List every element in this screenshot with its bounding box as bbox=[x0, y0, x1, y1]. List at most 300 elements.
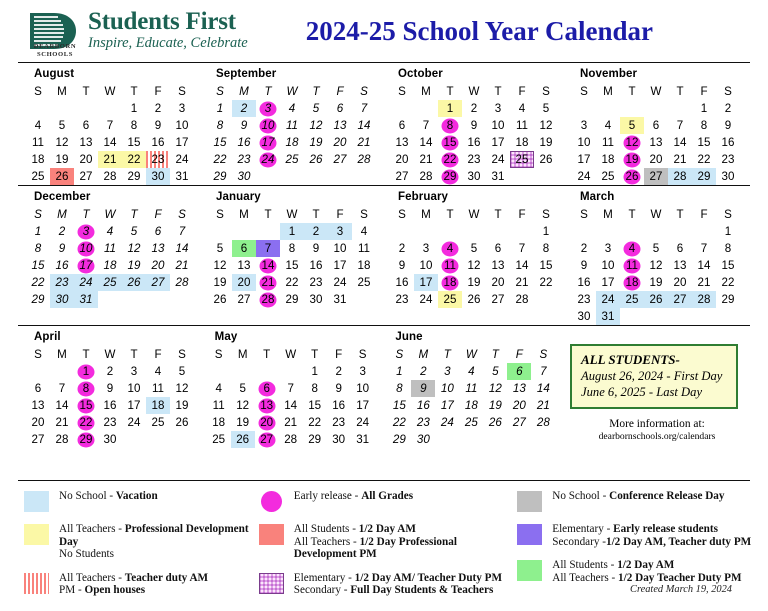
month-title: October bbox=[398, 68, 443, 80]
day-cell bbox=[98, 380, 122, 397]
weekday-label: T bbox=[130, 347, 138, 361]
day-number: 7 bbox=[287, 382, 294, 395]
day-number: 9 bbox=[240, 119, 248, 132]
day-number: 25 bbox=[285, 153, 299, 166]
day-cell bbox=[692, 100, 716, 117]
day-number: 8 bbox=[130, 119, 138, 132]
day-number: 25 bbox=[357, 276, 371, 289]
day-cell bbox=[280, 151, 304, 168]
day-cell bbox=[207, 380, 231, 397]
day-number: 30 bbox=[151, 170, 165, 183]
week-row bbox=[26, 380, 194, 397]
day-number: 30 bbox=[577, 310, 591, 323]
day-number: 2 bbox=[580, 242, 588, 255]
week-row bbox=[387, 414, 555, 431]
day-cell bbox=[462, 291, 486, 308]
day-number: 8 bbox=[724, 242, 732, 255]
day-number: 30 bbox=[103, 433, 117, 446]
day-cell bbox=[572, 291, 596, 308]
day-number: 8 bbox=[216, 119, 224, 132]
day-number: 5 bbox=[130, 225, 138, 238]
day-number: 13 bbox=[260, 399, 274, 412]
day-number: 10 bbox=[601, 259, 615, 272]
day-number: 17 bbox=[491, 136, 505, 149]
day-cell bbox=[390, 274, 414, 291]
day-number: 25 bbox=[103, 276, 117, 289]
day-number: 14 bbox=[55, 399, 69, 412]
week-row bbox=[26, 257, 194, 274]
day-cell bbox=[716, 223, 740, 240]
weekday-header-row bbox=[207, 345, 375, 363]
day-number: 21 bbox=[175, 259, 189, 272]
day-cell bbox=[668, 151, 692, 168]
day-cell bbox=[387, 431, 411, 448]
day-number: 10 bbox=[577, 136, 591, 149]
day-number: 21 bbox=[536, 399, 550, 412]
week-row bbox=[207, 431, 375, 448]
weekday-label: T bbox=[264, 207, 272, 221]
day-number: 11 bbox=[443, 259, 457, 272]
day-cell bbox=[387, 397, 411, 414]
week-row bbox=[26, 240, 194, 257]
day-number: 13 bbox=[673, 259, 687, 272]
day-number: 24 bbox=[333, 276, 347, 289]
day-cell bbox=[170, 414, 194, 431]
legend-item bbox=[517, 490, 754, 512]
day-number: 28 bbox=[55, 433, 69, 446]
day-number: 23 bbox=[416, 416, 430, 429]
day-number: 1 bbox=[724, 225, 732, 238]
day-number: 14 bbox=[697, 259, 711, 272]
day-number: 3 bbox=[178, 102, 186, 115]
day-number: 20 bbox=[260, 416, 274, 429]
day-cell bbox=[438, 168, 462, 185]
empty-day-cell bbox=[668, 100, 692, 117]
day-number: 26 bbox=[175, 416, 189, 429]
day-number: 21 bbox=[419, 153, 433, 166]
legend-item bbox=[24, 572, 259, 597]
month-september bbox=[202, 63, 380, 185]
day-number: 18 bbox=[151, 399, 165, 412]
weekday-header-row bbox=[572, 205, 740, 223]
day-number: 30 bbox=[309, 293, 323, 306]
day-cell bbox=[98, 151, 122, 168]
day-number: 30 bbox=[721, 170, 735, 183]
month-title: November bbox=[580, 68, 638, 80]
day-number: 6 bbox=[82, 119, 90, 132]
empty-day-cell bbox=[255, 363, 279, 380]
week-row bbox=[572, 168, 740, 185]
day-number: 28 bbox=[419, 170, 433, 183]
day-cell bbox=[280, 291, 304, 308]
legend-text bbox=[552, 523, 751, 548]
day-number: 24 bbox=[79, 276, 93, 289]
legend-text-line: All Teachers - Teacher duty AM bbox=[59, 571, 209, 584]
day-cell bbox=[208, 151, 232, 168]
legend-text-line: Elementary - Early release students bbox=[552, 523, 718, 535]
day-number: 7 bbox=[58, 382, 66, 395]
day-number: 17 bbox=[440, 399, 454, 412]
day-number: 9 bbox=[312, 242, 320, 255]
day-number: 9 bbox=[580, 259, 588, 272]
day-number: 19 bbox=[213, 276, 227, 289]
week-row bbox=[26, 274, 194, 291]
week-row bbox=[572, 257, 740, 274]
weekday-label: M bbox=[418, 347, 429, 361]
day-number: 5 bbox=[58, 119, 66, 132]
day-number: 2 bbox=[58, 225, 66, 238]
day-number: 11 bbox=[601, 136, 615, 149]
day-number: 16 bbox=[577, 276, 591, 289]
week-row bbox=[390, 257, 558, 274]
day-cell bbox=[26, 223, 50, 240]
empty-day-cell bbox=[507, 431, 531, 448]
day-number: 17 bbox=[419, 276, 433, 289]
day-cell bbox=[390, 168, 414, 185]
weekday-label: S bbox=[34, 207, 42, 221]
legend-item bbox=[517, 559, 754, 584]
day-number: 14 bbox=[419, 136, 433, 149]
empty-day-cell bbox=[232, 223, 256, 240]
day-number: 26 bbox=[127, 276, 141, 289]
day-number: 25 bbox=[601, 170, 615, 183]
day-number: 18 bbox=[625, 276, 639, 289]
day-cell bbox=[510, 291, 534, 308]
week-row bbox=[26, 134, 194, 151]
day-cell bbox=[256, 151, 280, 168]
weekday-label: W bbox=[286, 84, 298, 98]
more-info-url[interactable]: dearbornschools.org/calendars bbox=[598, 431, 716, 442]
empty-day-cell bbox=[170, 431, 194, 448]
day-number: 11 bbox=[212, 399, 225, 412]
day-number: 18 bbox=[31, 153, 45, 166]
day-cell bbox=[716, 274, 740, 291]
day-number: 9 bbox=[58, 242, 66, 255]
day-cell bbox=[74, 168, 98, 185]
month-january bbox=[202, 186, 380, 325]
day-number: 16 bbox=[103, 399, 117, 412]
day-number: 20 bbox=[491, 276, 505, 289]
week-row bbox=[208, 117, 376, 134]
legend-item bbox=[259, 523, 517, 561]
day-cell bbox=[668, 257, 692, 274]
day-cell bbox=[462, 257, 486, 274]
day-number: 31 bbox=[491, 170, 505, 183]
day-cell bbox=[50, 431, 74, 448]
empty-day-cell bbox=[483, 431, 507, 448]
day-cell bbox=[510, 274, 534, 291]
day-number: 10 bbox=[79, 242, 93, 255]
day-cell bbox=[486, 240, 510, 257]
legend-swatch-stripe bbox=[24, 573, 49, 594]
day-number: 12 bbox=[539, 119, 553, 132]
day-cell bbox=[231, 397, 255, 414]
week-row bbox=[208, 291, 376, 308]
month-title: January bbox=[216, 191, 261, 203]
day-cell bbox=[411, 380, 435, 397]
day-number: 28 bbox=[515, 293, 529, 306]
weekday-label: F bbox=[336, 84, 344, 98]
month-may bbox=[201, 326, 378, 448]
day-cell bbox=[303, 363, 327, 380]
day-number: 21 bbox=[697, 276, 711, 289]
day-cell bbox=[207, 397, 231, 414]
day-cell bbox=[26, 134, 50, 151]
empty-day-cell bbox=[122, 291, 146, 308]
day-cell bbox=[510, 257, 534, 274]
weekday-label: T bbox=[263, 347, 271, 361]
weekday-label: T bbox=[82, 207, 90, 221]
legend-text bbox=[294, 523, 517, 561]
day-cell bbox=[122, 380, 146, 397]
day-cell bbox=[462, 240, 486, 257]
week-row bbox=[390, 291, 558, 308]
empty-day-cell bbox=[207, 363, 231, 380]
weekday-label: M bbox=[603, 207, 613, 221]
day-cell bbox=[304, 100, 328, 117]
day-cell bbox=[170, 117, 194, 134]
day-cell bbox=[692, 134, 716, 151]
day-number: 28 bbox=[103, 170, 117, 183]
month-table bbox=[26, 345, 194, 448]
day-number: 22 bbox=[697, 153, 711, 166]
day-number: 28 bbox=[261, 293, 275, 306]
weekday-label: T bbox=[130, 84, 138, 98]
day-number: 26 bbox=[649, 293, 663, 306]
day-cell bbox=[327, 363, 351, 380]
day-number: 27 bbox=[31, 433, 45, 446]
day-cell bbox=[716, 257, 740, 274]
day-number: 6 bbox=[516, 365, 523, 378]
day-cell bbox=[304, 117, 328, 134]
day-cell bbox=[692, 274, 716, 291]
empty-day-cell bbox=[644, 223, 668, 240]
day-cell bbox=[644, 257, 668, 274]
day-cell bbox=[304, 274, 328, 291]
day-number: 23 bbox=[309, 276, 323, 289]
weekday-label: W bbox=[650, 207, 662, 221]
day-number: 19 bbox=[467, 276, 481, 289]
day-cell bbox=[620, 134, 644, 151]
logo-district-line2: SCHOOLS bbox=[36, 50, 74, 58]
day-cell bbox=[256, 257, 280, 274]
day-number: 24 bbox=[127, 416, 141, 429]
week-row bbox=[390, 134, 558, 151]
day-number: 6 bbox=[34, 382, 42, 395]
weekday-label: M bbox=[239, 84, 249, 98]
day-number: 16 bbox=[416, 399, 430, 412]
day-cell bbox=[435, 363, 459, 380]
day-number: 26 bbox=[539, 153, 553, 166]
day-cell bbox=[74, 274, 98, 291]
day-number: 27 bbox=[151, 276, 165, 289]
day-cell bbox=[716, 117, 740, 134]
day-cell bbox=[208, 274, 232, 291]
day-number: 15 bbox=[697, 136, 711, 149]
day-number: 25 bbox=[212, 433, 226, 446]
day-number: 4 bbox=[518, 102, 526, 115]
month-title: May bbox=[214, 331, 238, 343]
weekday-label: T bbox=[312, 207, 320, 221]
day-number: 22 bbox=[285, 276, 299, 289]
week-row bbox=[208, 100, 376, 117]
day-cell bbox=[208, 117, 232, 134]
day-number: 19 bbox=[175, 399, 189, 412]
day-number: 1 bbox=[311, 365, 318, 378]
week-row bbox=[390, 100, 558, 117]
day-cell bbox=[170, 257, 194, 274]
day-number: 5 bbox=[492, 365, 499, 378]
empty-day-cell bbox=[304, 168, 328, 185]
day-cell bbox=[146, 151, 170, 168]
legend-text-emphasis: 1/2 Day Teacher Duty PM bbox=[618, 571, 742, 584]
legend-text-line: Secondary -1/2 Day AM, Teacher duty PM bbox=[552, 535, 752, 548]
day-cell bbox=[692, 291, 716, 308]
day-cell bbox=[26, 431, 50, 448]
day-cell bbox=[74, 257, 98, 274]
day-number: 31 bbox=[601, 310, 615, 323]
week-row bbox=[390, 117, 558, 134]
day-number: 4 bbox=[604, 119, 612, 132]
empty-day-cell bbox=[352, 168, 376, 185]
empty-day-cell bbox=[414, 100, 438, 117]
day-cell bbox=[304, 240, 328, 257]
day-number: 7 bbox=[676, 119, 684, 132]
legend-text-line: All Teachers - 1/2 Day Professional Development PM bbox=[293, 535, 457, 561]
week-row bbox=[390, 274, 558, 291]
legend-text-line: All Students - 1/2 Day AM bbox=[293, 523, 416, 535]
day-number: 5 bbox=[470, 242, 478, 255]
day-cell bbox=[462, 100, 486, 117]
legend-text-emphasis: 1/2 Day AM, Teacher duty PM bbox=[605, 535, 752, 548]
day-number: 24 bbox=[356, 416, 370, 429]
day-number: 27 bbox=[237, 293, 251, 306]
weekday-label: W bbox=[285, 347, 297, 361]
week-row bbox=[387, 363, 555, 380]
day-number: 14 bbox=[103, 136, 117, 149]
day-number: 17 bbox=[333, 259, 347, 272]
weekday-label: F bbox=[154, 347, 162, 361]
day-number: 10 bbox=[491, 119, 505, 132]
day-cell bbox=[534, 240, 558, 257]
day-cell bbox=[352, 134, 376, 151]
day-cell bbox=[146, 134, 170, 151]
day-cell bbox=[304, 134, 328, 151]
page-title: 2024-25 School Year Calendar bbox=[305, 15, 653, 46]
day-cell bbox=[328, 291, 352, 308]
day-cell bbox=[438, 100, 462, 117]
empty-day-cell bbox=[531, 431, 555, 448]
day-number: 6 bbox=[494, 242, 502, 255]
legend-text bbox=[552, 490, 724, 503]
month-november bbox=[566, 63, 744, 185]
weekday-label: W bbox=[104, 84, 116, 98]
day-cell bbox=[256, 240, 280, 257]
day-cell bbox=[534, 100, 558, 117]
week-row bbox=[208, 223, 376, 240]
day-number: 4 bbox=[288, 102, 296, 115]
day-number: 9 bbox=[154, 119, 162, 132]
day-cell bbox=[438, 291, 462, 308]
day-number: 1 bbox=[34, 225, 42, 238]
empty-day-cell bbox=[256, 223, 280, 240]
empty-day-cell bbox=[328, 168, 352, 185]
weekday-label: M bbox=[421, 207, 431, 221]
weekday-header-row bbox=[390, 82, 558, 100]
day-cell bbox=[303, 414, 327, 431]
day-cell bbox=[438, 257, 462, 274]
day-number: 18 bbox=[443, 276, 457, 289]
legend-text-line: All Students - 1/2 Day AM bbox=[552, 559, 675, 572]
day-cell bbox=[668, 134, 692, 151]
day-number: 19 bbox=[127, 259, 141, 272]
day-number: 28 bbox=[175, 276, 189, 289]
more-info-label: More information at: bbox=[609, 418, 705, 430]
weekday-header-row bbox=[208, 82, 376, 100]
day-cell bbox=[280, 117, 304, 134]
day-cell bbox=[122, 151, 146, 168]
day-number: 10 bbox=[333, 242, 347, 255]
day-number: 11 bbox=[465, 382, 478, 395]
months-row bbox=[0, 186, 768, 325]
legend-swatch-blue bbox=[24, 491, 49, 512]
day-number: 14 bbox=[357, 119, 371, 132]
day-cell bbox=[486, 151, 510, 168]
day-cell bbox=[255, 431, 279, 448]
day-cell bbox=[232, 100, 256, 117]
day-number: 25 bbox=[515, 153, 529, 166]
day-cell bbox=[414, 257, 438, 274]
day-number: 13 bbox=[333, 119, 347, 132]
day-cell bbox=[620, 274, 644, 291]
day-cell bbox=[351, 397, 375, 414]
logo-title: Students First bbox=[88, 8, 236, 35]
day-number: 21 bbox=[357, 136, 371, 149]
day-cell bbox=[387, 380, 411, 397]
day-number: 2 bbox=[154, 102, 162, 115]
day-number: 31 bbox=[356, 433, 370, 446]
day-number: 17 bbox=[79, 259, 93, 272]
day-cell bbox=[462, 274, 486, 291]
district-logo bbox=[28, 9, 248, 57]
day-cell bbox=[98, 117, 122, 134]
day-number: 5 bbox=[239, 382, 246, 395]
day-number: 5 bbox=[312, 102, 320, 115]
day-cell bbox=[668, 168, 692, 185]
day-cell bbox=[459, 397, 483, 414]
day-number: 8 bbox=[396, 382, 403, 395]
day-number: 12 bbox=[467, 259, 481, 272]
day-number: 11 bbox=[31, 136, 45, 149]
day-number: 9 bbox=[470, 119, 478, 132]
weekday-label: S bbox=[398, 84, 406, 98]
day-cell bbox=[620, 117, 644, 134]
day-number: 22 bbox=[127, 153, 141, 166]
day-number: 4 bbox=[468, 365, 475, 378]
legend-text-emphasis: Conference Release Day bbox=[609, 490, 725, 502]
day-number: 19 bbox=[55, 153, 69, 166]
day-number: 15 bbox=[285, 259, 299, 272]
legend-item bbox=[517, 523, 754, 548]
day-number: 22 bbox=[721, 276, 735, 289]
day-number: 15 bbox=[392, 399, 406, 412]
day-number: 7 bbox=[422, 119, 430, 132]
day-cell bbox=[507, 397, 531, 414]
day-number: 24 bbox=[601, 293, 615, 306]
weekday-label: M bbox=[57, 84, 67, 98]
all-students-info-box bbox=[570, 344, 738, 409]
empty-day-cell bbox=[74, 100, 98, 117]
